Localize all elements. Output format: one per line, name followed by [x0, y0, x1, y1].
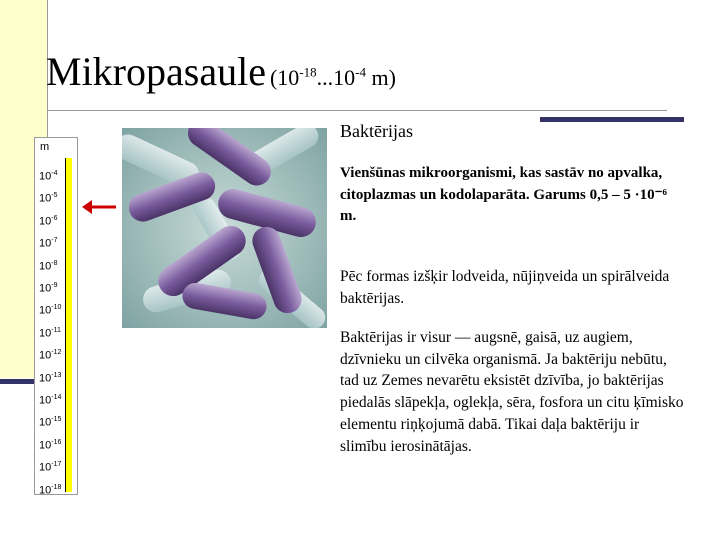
- scale-label-exponent: -11: [51, 326, 61, 334]
- scale-label-exponent: -14: [51, 394, 62, 401]
- scale-label-exponent: -17: [51, 461, 62, 469]
- scale-label: [39, 372, 61, 385]
- scale-label-exponent: -18: [51, 483, 62, 491]
- scale-label: [39, 170, 57, 183]
- scale-label-exponent: -10: [51, 304, 62, 312]
- bacteria-photo: [122, 128, 327, 328]
- scale-label-base: 10: [39, 327, 52, 340]
- scale-label: [39, 237, 57, 250]
- scale-label: [39, 461, 61, 474]
- scale-label-exponent: -12: [51, 349, 62, 357]
- scale-label: [39, 439, 61, 452]
- scale-label-base: 10: [39, 260, 52, 273]
- scale-label-base: 10: [39, 193, 52, 206]
- scale-label: [39, 327, 61, 340]
- definition-paragraph: Vienšūnas mikroorganismi, kas sastāv no apvalka, citoplazmas un kodolaparāta. Garums 0,5 – 5 ·10⁻⁶ m.: [340, 165, 668, 225]
- title-main: Mikropasaule: [46, 49, 266, 94]
- top-right-accent-bar: [540, 117, 684, 122]
- scale-label-base: 10: [39, 170, 52, 183]
- scale-unit: m: [40, 141, 50, 153]
- scale-label-exponent: -8: [51, 259, 58, 267]
- size-scale: [34, 137, 78, 495]
- scale-label-base: 10: [39, 282, 52, 295]
- importance-paragraph: Baktērijas ir visur — augsnē, gaisā, uz augiem, dzīvnieku un cilvēka organismā. Ja baktēriju nebūtu, tad uz Zemes nevarētu eksistēt dzīvība, jo baktērijas piedalās slāpekļa, oglekļa, sēra, fosfora un citu ķīmisko elementu riņķojumā dabā. Tikai daļa baktēriju ir slimību ierosinātājas.: [340, 329, 684, 455]
- scale-label-base: 10: [39, 484, 52, 497]
- scale-label-base: 10: [39, 215, 52, 228]
- scale-label-base: 10: [39, 305, 52, 318]
- scale-label-base: 10: [39, 439, 52, 452]
- left-arrow-icon: [82, 197, 118, 217]
- scale-label-exponent: -13: [51, 371, 62, 379]
- scale-label-exponent: -5: [51, 192, 58, 200]
- scale-label: [39, 484, 61, 497]
- scale-label-exponent: -6: [51, 214, 58, 222]
- scale-label: [39, 260, 57, 273]
- scale-label-base: 10: [39, 349, 52, 362]
- scale-label-base: 10: [39, 394, 52, 407]
- scale-label-exponent: -16: [51, 438, 62, 446]
- scale-label-exponent: -4: [51, 170, 58, 177]
- scale-label: [39, 416, 61, 429]
- scale-label: [39, 282, 57, 295]
- title-divider: [47, 110, 667, 111]
- scale-label: [39, 349, 61, 362]
- page-title: [46, 48, 396, 95]
- shapes-paragraph: Pēc formas izšķir lodveida, nūjiņveida un spirālveida baktērijas.: [340, 268, 670, 307]
- scale-label-exponent: -15: [51, 416, 62, 424]
- title-range: ($10^{-18}...10^{-4}$ m): [269, 64, 396, 90]
- scale-bar: [65, 158, 72, 492]
- scale-label-base: 10: [39, 461, 52, 474]
- scale-label-exponent: -7: [51, 237, 58, 245]
- scale-label-base: 10: [39, 372, 52, 385]
- scale-label-exponent: -9: [51, 282, 58, 289]
- scale-label-base: 10: [39, 237, 52, 250]
- section-heading: Baktērijas: [340, 121, 413, 141]
- scale-label-base: 10: [39, 417, 52, 430]
- scale-label: [39, 304, 61, 317]
- scale-label: [39, 394, 61, 407]
- scale-label: [39, 215, 57, 228]
- scale-label: [39, 192, 57, 205]
